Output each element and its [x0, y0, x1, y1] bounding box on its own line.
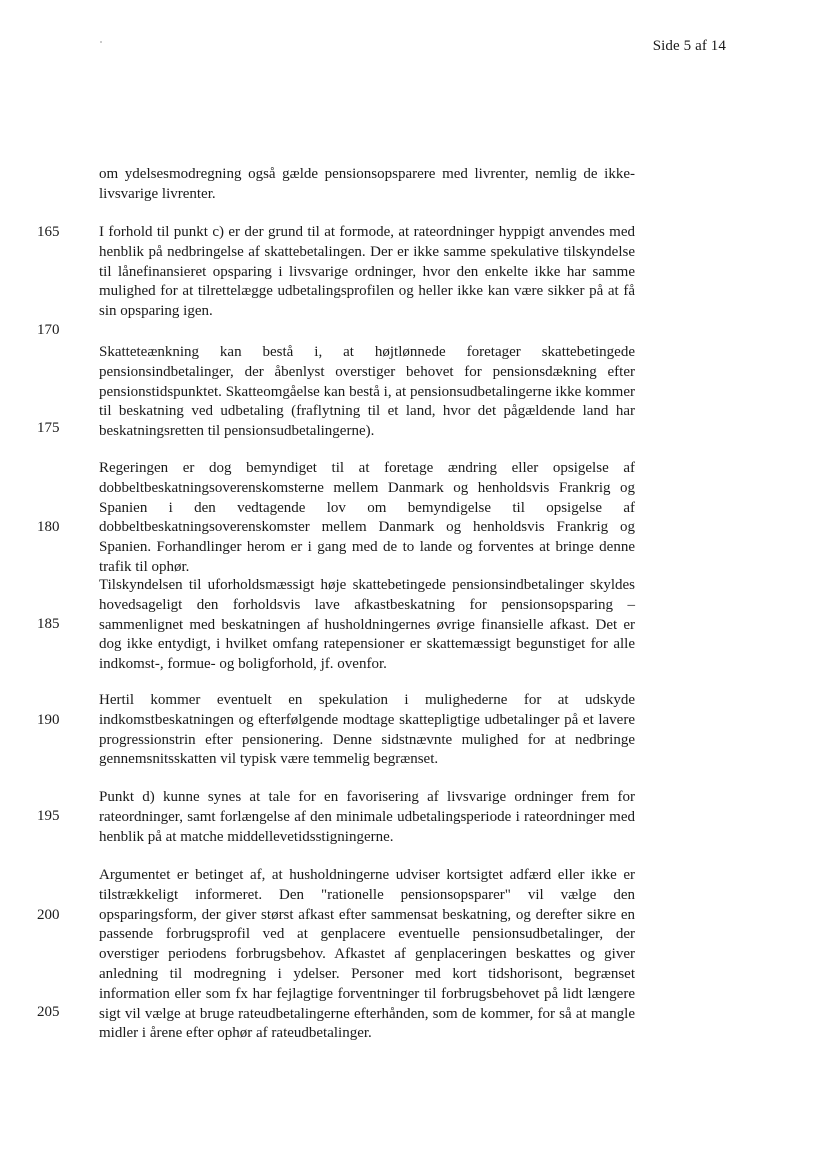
document-body: [99, 0, 635, 1169]
line-number: 195: [37, 808, 60, 824]
line-number: 190: [37, 712, 60, 728]
paragraph: Argumentet er betinget af, at husholdningerne udviser kortsigtet adfærd eller ikke er tilstrækkeligt informeret. Den "rationelle pensionsopsparer" vil vælge den opsparingsform, der giver størst afkast efter sammensat beskatning, og derefter sikre en passende forbrugsprofil ved at genplacere eventuelle pensionsudbetalinger, der overstiger periodens forbrugsbehov. Afkastet af genplaceringen beskattes og giver anledning til modregning i ydelser. Personer med kort tidshorisont, begrænset information eller som fx har fejlagtige forventninger til forbrugsbehovet på lidt længere sigt vil vælge at bruge rateudbetalingerne efterhånden, som de kommer, for så at mangle midler i årene efter ophør af rateudbetalinger.: [99, 867, 635, 1042]
line-number: 185: [37, 616, 60, 632]
line-number: 175: [37, 420, 60, 436]
paragraph: om ydelsesmodregning også gælde pensionsopsparere med livrenter, nemlig de ikke-livsvarige livrenter.: [99, 166, 635, 202]
page-number: Side 5 af 14: [652, 38, 726, 54]
paragraph: Punkt d) kunne synes at tale for en favorisering af livsvarige ordninger frem for rateordninger, samt forlængelse af den minimale udbetalingsperiode i rateordninger med henblik på at matche middellevetidsstigningerne.: [99, 789, 635, 845]
line-number: 180: [37, 519, 60, 535]
paragraph: Skatteteænkning kan bestå i, at højtlønnede foretager skattebetingede pensionsindbetalinger, der åbenlyst overstiger behovet for pensionsdækning efter pensionstidspunktet. Skatteomgåelse kan bestå i, at pensionsudbetalingerne ikke kommer til beskatning ved udbetaling (fraflytning til et land, hvor det pågældende land har beskatningsretten til pensionsudbetalingerne).: [99, 344, 635, 440]
line-number: 165: [37, 224, 60, 240]
paragraph: Hertil kommer eventuelt en spekulation i mulighederne for at udskyde indkomstbeskatningen og efterfølgende modtage skattepligtige udbetalinger på et lavere progressionstrin efter pensionering. Denne sidstnævnte mulighed for at nedbringe gennemsnitsskatten vil typisk være temmelig begrænset.: [99, 692, 635, 768]
line-number: 205: [37, 1004, 60, 1020]
paragraph: Regeringen er dog bemyndiget til at foretage ændring eller opsigelse af dobbeltbeskatningsoverenskomsterne mellem Danmark og henholdsvis Frankrig og Spanien i den vedtagende lov om bemyndigelse til opsigelse af dobbeltbeskatningsoverenskomster mellem Danmark og henholdsvis Frankrig og Spanien. Forhandlinger herom er i gang med de to lande og forventes at bringe denne trafik til ophør.: [99, 460, 635, 575]
paragraph: I forhold til punkt c) er der grund til at formode, at rateordninger hyppigt anvendes med henblik på nedbringelse af skattebetalingen. Der er ikke samme spekulative tilskyndelse til lånefinansieret opsparing i livsvarige ordninger, hvor den enkelte ikke har samme mulighed for at tilrettelægge udbetalingsprofilen og heller ikke kan være sikker på at få sin opsparing igen.: [99, 224, 635, 320]
paragraph: Tilskyndelsen til uforholdsmæssigt høje skattebetingede pensionsindbetalinger skyldes hovedsageligt den forholdsvis lave afkastbeskatning for pensionsopsparing – sammenlignet med beskatningen af husholdningernes øvrige finansielle afkast. Det er dog ikke entydigt, i hvilket omfang ratepensioner er skattemæssigt begunstiget for alle indkomst-, formue- og boligforhold, jf. ovenfor.: [99, 577, 635, 673]
line-number: 170: [37, 322, 60, 338]
line-number: 200: [37, 907, 60, 923]
